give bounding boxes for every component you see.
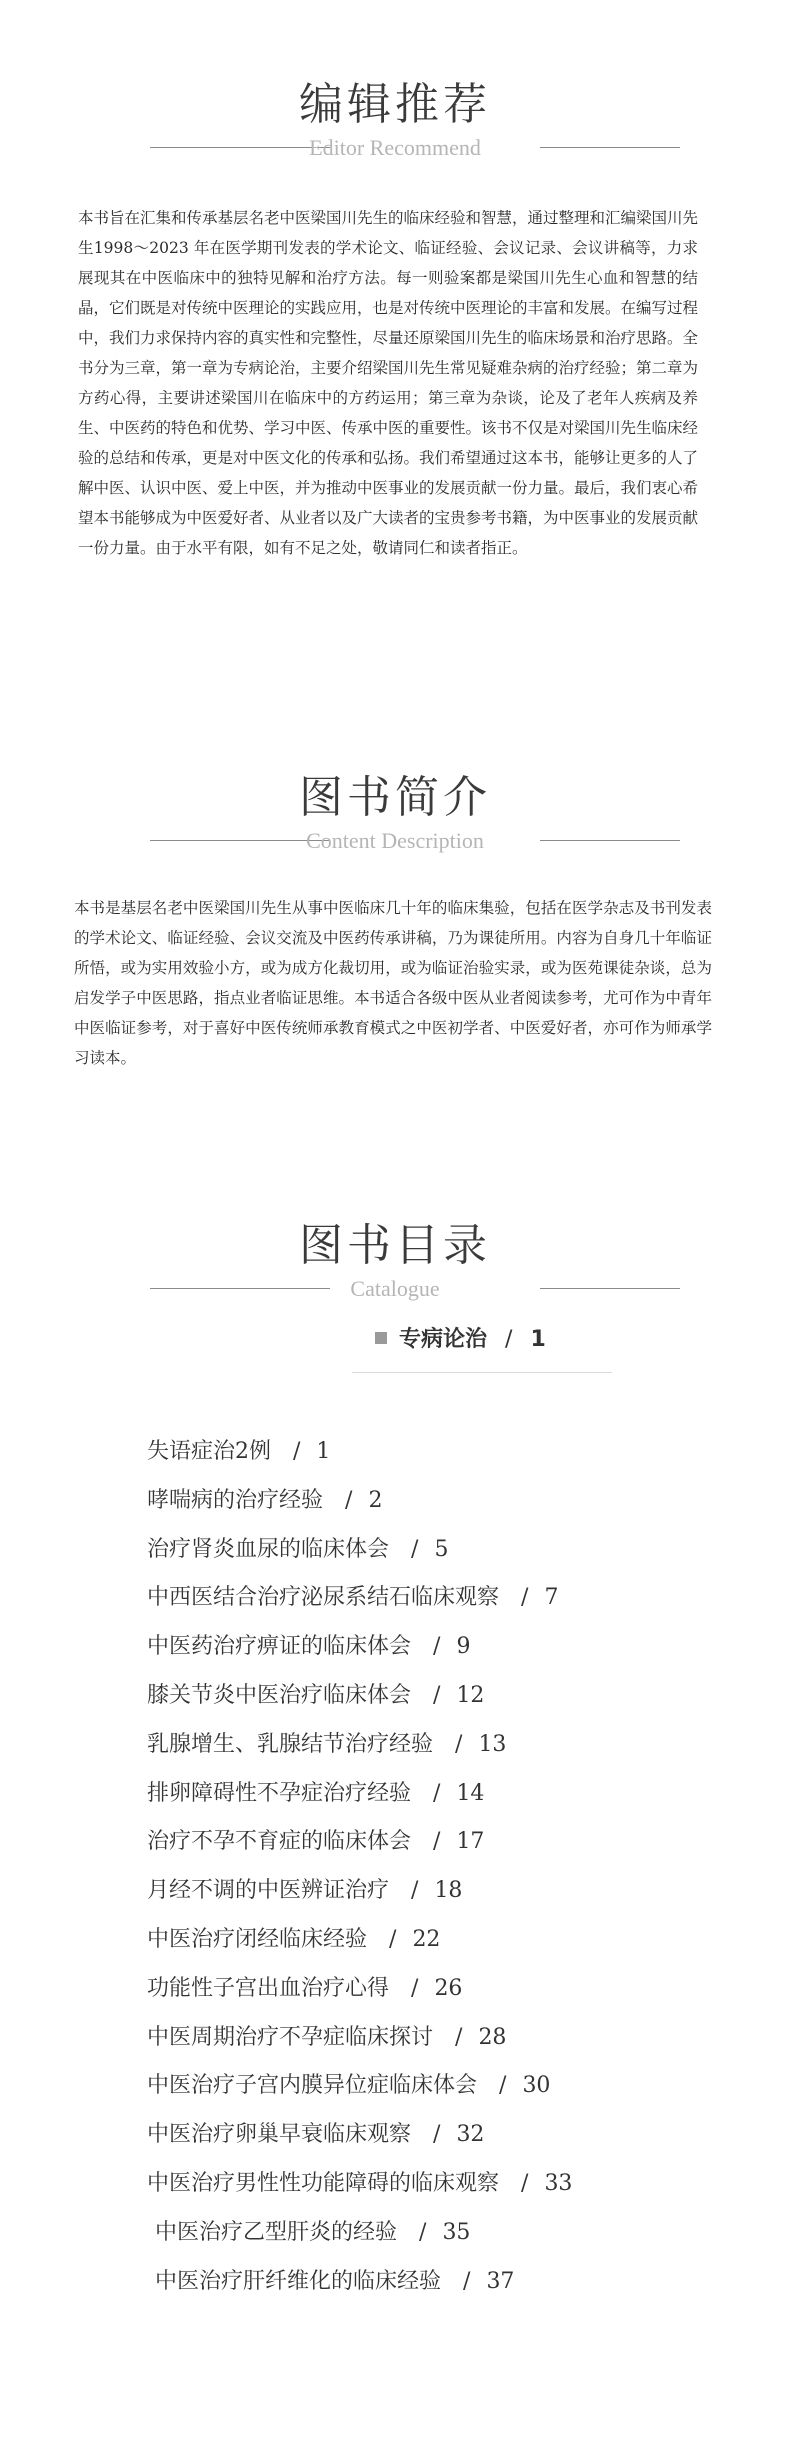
toc-entry-title: 月经不调的中医辨证治疗	[147, 1878, 390, 1904]
toc-entry	[147, 2115, 572, 2164]
editor-recommend-title: 编辑推荐	[299, 79, 491, 130]
toc-entry	[147, 1481, 572, 1530]
toc-entry-page: 9	[456, 1634, 471, 1660]
toc-entry-title: 失语症治2例	[147, 1439, 271, 1464]
toc-entry-page: 2	[368, 1487, 383, 1513]
toc-entry	[147, 2164, 572, 2213]
toc-entry-separator: /	[455, 2024, 463, 2050]
toc-entry-page: 5	[434, 1536, 449, 1562]
toc-entry-title: 乳腺增生、乳腺结节治疗经验	[147, 1731, 434, 1757]
toc-entry-page: 33	[544, 2170, 573, 2196]
toc-entry-page: 22	[412, 1926, 441, 1952]
toc-entry	[147, 2066, 572, 2115]
catalogue-header	[0, 1216, 790, 1306]
toc-entry-separator: /	[433, 2122, 441, 2148]
toc-entry-separator: /	[389, 1926, 397, 1952]
toc-entry-title: 中医治疗卵巢早衰临床观察	[147, 2122, 412, 2148]
toc-entry	[147, 2018, 572, 2067]
toc-entry-title: 中西医结合治疗泌尿系结石临床观察	[147, 1585, 500, 1611]
toc-entry-title: 治疗不孕不育症的临床体会	[147, 1829, 412, 1855]
toc-entry-separator: /	[455, 1731, 463, 1757]
chapter-separator: /	[505, 1327, 513, 1352]
toc-entry-page: 30	[522, 2073, 551, 2099]
toc-entry	[147, 2262, 572, 2311]
toc-entry-page: 7	[544, 1585, 559, 1611]
chapter-rule	[352, 1372, 612, 1373]
toc-entry	[147, 1871, 572, 1920]
toc-entry-page: 18	[434, 1878, 463, 1904]
content-description-body: 本书是基层名老中医梁国川先生从事中医临床几十年的临床集验，包括在医学杂志及书刊发表的学术论文、临证经验、会议交流及中医药传承讲稿，乃为课徒所用。内容为自身几十年临证所悟，或为实用效验小方，或为成方化裁切用，或为临证治验实录，或为医苑课徒杂谈，总为启发学子中医思路，指点业者临证思维。本书适合各级中医从业者阅读参考，尤可作为中青年中医临证参考，对于喜好中医传统师承教育模式之中医初学者、中医爱好者，亦可作为师承学习读本。	[74, 899, 712, 1067]
toc-entry	[147, 1774, 572, 1823]
toc-entry-title: 排卵障碍性不孕症治疗经验	[147, 1780, 412, 1806]
toc-entry-title: 膝关节炎中医治疗临床体会	[147, 1682, 412, 1708]
toc-entry-separator: /	[411, 1878, 419, 1904]
toc-entry-page: 26	[434, 1975, 463, 2001]
toc-entry-separator: /	[419, 2219, 427, 2245]
toc-entry	[147, 2213, 572, 2262]
toc-entry-title: 中医周期治疗不孕症临床探讨	[147, 2024, 434, 2050]
toc-entry-page: 1	[316, 1439, 331, 1464]
content-description-header	[0, 768, 790, 858]
toc-entry-separator: /	[499, 2073, 507, 2099]
toc-entry-separator: /	[411, 1536, 419, 1562]
table-of-contents	[147, 1432, 572, 2310]
chapter-page: 1	[530, 1327, 546, 1352]
toc-entry-separator: /	[293, 1439, 301, 1464]
chapter-square-icon	[375, 1332, 387, 1344]
toc-entry-separator: /	[433, 1829, 441, 1855]
toc-entry	[147, 1969, 572, 2018]
toc-entry-title: 哮喘病的治疗经验	[147, 1487, 324, 1513]
toc-entry-separator: /	[521, 1585, 529, 1611]
chapter-heading	[375, 1325, 546, 1355]
editor-recommend-header	[0, 75, 790, 165]
toc-entry-separator: /	[433, 1634, 441, 1660]
catalogue-title: 图书目录	[299, 1220, 491, 1271]
toc-entry	[147, 1530, 572, 1579]
toc-entry-title: 中医药治疗痹证的临床体会	[147, 1634, 412, 1660]
toc-entry-title: 中医治疗乙型肝炎的经验	[155, 2219, 398, 2245]
toc-entry	[147, 1627, 572, 1676]
toc-entry-title: 中医治疗子宫内膜异位症临床体会	[147, 2073, 478, 2099]
toc-entry-title: 功能性子宫出血治疗心得	[147, 1975, 390, 2001]
toc-entry	[147, 1432, 572, 1481]
toc-entry-separator: /	[521, 2170, 529, 2196]
toc-entry	[147, 1578, 572, 1627]
toc-entry-page: 14	[456, 1780, 485, 1806]
chapter-name: 专病论治	[399, 1327, 488, 1352]
toc-entry-page: 17	[456, 1829, 485, 1855]
toc-entry-separator: /	[433, 1682, 441, 1708]
editor-recommend-body: 本书旨在汇集和传承基层名老中医梁国川先生的临床经验和智慧，通过整理和汇编梁国川先生1998～2023 年在医学期刊发表的学术论文、临证经验、会议记录、会议讲稿等，力求展现其在中医临床中的独特见解和治疗方法。每一则验案都是梁国川先生心血和智慧的结晶，它们既是对传统中医理论的实践应用，也是对传统中医理论的丰富和发展。在编写过程中，我们力求保持内容的真实性和完整性，尽量还原梁国川先生的临床场景和治疗思路。全书分为三章，第一章为专病论治，主要介绍梁国川先生常见疑难杂病的治疗经验；第二章为方药心得，主要讲述梁国川在临床中的方药运用；第三章为杂谈，论及了老年人疾病及养生、中医药的特色和优势、学习中医、传承中医的重要性。该书不仅是对梁国川先生临床经验的总结和传承，更是对中医文化的传承和弘扬。我们希望通过这本书，能够让更多的人了解中医、认识中医、爱上中医，并为推动中医事业的发展贡献一份力量。最后，我们衷心希望本书能够成为中医爱好者、从业者以及广大读者的宝贵参考书籍，为中医事业的发展贡献一份力量。由于水平有限，如有不足之处，敬请同仁和读者指正。	[78, 209, 699, 557]
toc-entry-title: 中医治疗闭经临床经验	[147, 1926, 368, 1952]
toc-entry-page: 37	[486, 2268, 515, 2294]
content-description-subtitle: Content Description	[306, 828, 484, 853]
toc-entry-separator: /	[411, 1975, 419, 2001]
toc-entry-page: 32	[456, 2122, 485, 2148]
toc-entry-page: 13	[478, 1731, 507, 1757]
toc-entry	[147, 1920, 572, 1969]
toc-entry-title: 中医治疗肝纤维化的临床经验	[155, 2268, 442, 2294]
toc-entry-separator: /	[463, 2268, 471, 2294]
content-description-title: 图书简介	[299, 772, 491, 823]
editor-recommend-subtitle: Editor Recommend	[309, 135, 481, 160]
toc-entry-title: 治疗肾炎血尿的临床体会	[147, 1536, 390, 1562]
toc-entry-page: 28	[478, 2024, 507, 2050]
toc-entry-page: 12	[456, 1682, 485, 1708]
toc-entry	[147, 1676, 572, 1725]
toc-entry	[147, 1725, 572, 1774]
toc-entry-page: 35	[442, 2219, 471, 2245]
toc-entry-title: 中医治疗男性性功能障碍的临床观察	[147, 2170, 500, 2196]
toc-entry-separator: /	[345, 1487, 353, 1513]
toc-entry	[147, 1822, 572, 1871]
catalogue-subtitle: Catalogue	[350, 1276, 440, 1301]
toc-entry-separator: /	[433, 1780, 441, 1806]
